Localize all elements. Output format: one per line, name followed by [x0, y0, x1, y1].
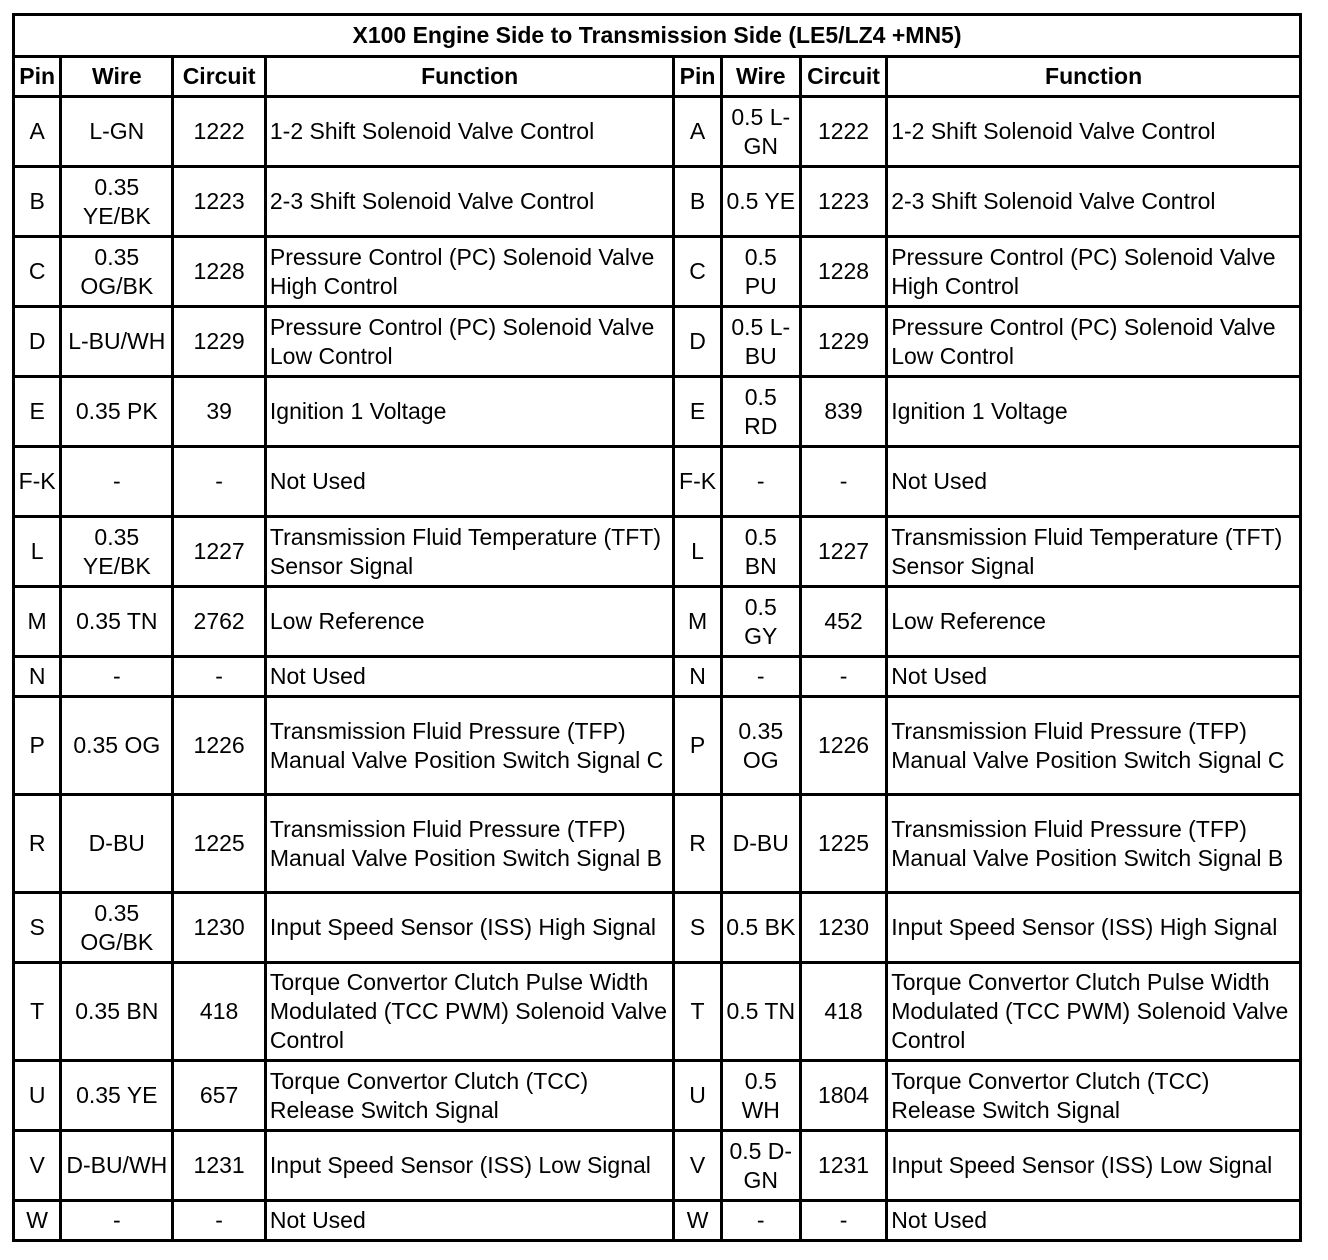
- trans-function-cell: Torque Convertor Clutch Pulse Width Modulated (TCC PWM) Solenoid Valve Control: [888, 964, 1299, 1059]
- header-row: [15, 58, 1299, 95]
- trans-pin-cell: C: [675, 238, 719, 305]
- trans-wire-cell: 0.5 GY: [723, 588, 799, 655]
- trans-function-cell: Low Reference: [888, 588, 1299, 655]
- engine-pin-cell: P: [15, 698, 59, 793]
- header-trans-function: Function: [888, 58, 1299, 95]
- trans-pin-cell: E: [675, 378, 719, 445]
- trans-function-cell: Not Used: [888, 658, 1299, 695]
- trans-wire-cell: 0.5 TN: [723, 964, 799, 1059]
- trans-function-cell: Pressure Control (PC) Solenoid Valve High Control: [888, 238, 1299, 305]
- trans-wire-cell: -: [723, 448, 799, 515]
- engine-function-cell: Not Used: [267, 448, 673, 515]
- trans-circuit-cell: 1228: [802, 238, 885, 305]
- engine-wire-cell: 0.35 YE/BK: [62, 518, 171, 585]
- trans-circuit-cell: 418: [802, 964, 885, 1059]
- engine-circuit-cell: 418: [174, 964, 264, 1059]
- engine-pin-cell: A: [15, 98, 59, 165]
- engine-circuit-cell: 1223: [174, 168, 264, 235]
- trans-circuit-cell: 1230: [802, 894, 885, 961]
- engine-wire-cell: L-GN: [62, 98, 171, 165]
- engine-function-cell: Not Used: [267, 1202, 673, 1239]
- engine-pin-cell: W: [15, 1202, 59, 1239]
- table-row: [15, 1062, 1299, 1129]
- trans-pin-cell: S: [675, 894, 719, 961]
- engine-circuit-cell: 1226: [174, 698, 264, 793]
- header-engine-circuit: Circuit: [174, 58, 264, 95]
- trans-circuit-cell: 1223: [802, 168, 885, 235]
- engine-wire-cell: L-BU/WH: [62, 308, 171, 375]
- trans-wire-cell: 0.5 PU: [723, 238, 799, 305]
- engine-function-cell: Torque Convertor Clutch Pulse Width Modulated (TCC PWM) Solenoid Valve Control: [267, 964, 673, 1059]
- trans-wire-cell: 0.5 BK: [723, 894, 799, 961]
- engine-wire-cell: D-BU/WH: [62, 1132, 171, 1199]
- engine-function-cell: Transmission Fluid Temperature (TFT) Sensor Signal: [267, 518, 673, 585]
- table-row: [15, 308, 1299, 375]
- engine-circuit-cell: -: [174, 448, 264, 515]
- engine-wire-cell: 0.35 OG/BK: [62, 894, 171, 961]
- trans-function-cell: Input Speed Sensor (ISS) Low Signal: [888, 1132, 1299, 1199]
- trans-pin-cell: M: [675, 588, 719, 655]
- engine-function-cell: Not Used: [267, 658, 673, 695]
- trans-function-cell: 2-3 Shift Solenoid Valve Control: [888, 168, 1299, 235]
- table-row: [15, 378, 1299, 445]
- trans-wire-cell: -: [723, 658, 799, 695]
- trans-pin-cell: A: [675, 98, 719, 165]
- trans-wire-cell: 0.5 RD: [723, 378, 799, 445]
- trans-circuit-cell: 1229: [802, 308, 885, 375]
- header-trans-wire: Wire: [723, 58, 799, 95]
- engine-pin-cell: F-K: [15, 448, 59, 515]
- trans-circuit-cell: 1231: [802, 1132, 885, 1199]
- header-engine-function: Function: [267, 58, 673, 95]
- engine-pin-cell: S: [15, 894, 59, 961]
- engine-wire-cell: -: [62, 448, 171, 515]
- trans-function-cell: Transmission Fluid Temperature (TFT) Sensor Signal: [888, 518, 1299, 585]
- trans-circuit-cell: -: [802, 658, 885, 695]
- trans-wire-cell: 0.5 YE: [723, 168, 799, 235]
- table-row: [15, 894, 1299, 961]
- engine-pin-cell: C: [15, 238, 59, 305]
- header-engine-pin: Pin: [15, 58, 59, 95]
- connector-table-wrapper: [12, 13, 1302, 1242]
- engine-pin-cell: T: [15, 964, 59, 1059]
- trans-function-cell: Pressure Control (PC) Solenoid Valve Low Control: [888, 308, 1299, 375]
- table-row: [15, 448, 1299, 515]
- table-row: [15, 1202, 1299, 1239]
- engine-circuit-cell: 2762: [174, 588, 264, 655]
- trans-pin-cell: U: [675, 1062, 719, 1129]
- table-row: [15, 698, 1299, 793]
- header-engine-wire: Wire: [62, 58, 171, 95]
- engine-function-cell: 2-3 Shift Solenoid Valve Control: [267, 168, 673, 235]
- trans-circuit-cell: 1804: [802, 1062, 885, 1129]
- trans-function-cell: Not Used: [888, 448, 1299, 515]
- engine-function-cell: Ignition 1 Voltage: [267, 378, 673, 445]
- trans-wire-cell: D-BU: [723, 796, 799, 891]
- trans-function-cell: Ignition 1 Voltage: [888, 378, 1299, 445]
- engine-circuit-cell: 1229: [174, 308, 264, 375]
- trans-wire-cell: 0.5 L-BU: [723, 308, 799, 375]
- engine-wire-cell: 0.35 PK: [62, 378, 171, 445]
- trans-pin-cell: T: [675, 964, 719, 1059]
- engine-wire-cell: 0.35 YE: [62, 1062, 171, 1129]
- engine-pin-cell: N: [15, 658, 59, 695]
- engine-function-cell: Transmission Fluid Pressure (TFP) Manual Valve Position Switch Signal B: [267, 796, 673, 891]
- engine-function-cell: Torque Convertor Clutch (TCC) Release Switch Signal: [267, 1062, 673, 1129]
- trans-wire-cell: 0.5 BN: [723, 518, 799, 585]
- engine-circuit-cell: 1230: [174, 894, 264, 961]
- engine-pin-cell: M: [15, 588, 59, 655]
- trans-wire-cell: 0.5 WH: [723, 1062, 799, 1129]
- trans-circuit-cell: 1226: [802, 698, 885, 793]
- trans-pin-cell: D: [675, 308, 719, 375]
- trans-function-cell: Not Used: [888, 1202, 1299, 1239]
- trans-circuit-cell: 1225: [802, 796, 885, 891]
- trans-wire-cell: 0.5 L-GN: [723, 98, 799, 165]
- engine-wire-cell: 0.35 YE/BK: [62, 168, 171, 235]
- table-row: [15, 796, 1299, 891]
- header-trans-circuit: Circuit: [802, 58, 885, 95]
- engine-circuit-cell: 1228: [174, 238, 264, 305]
- table-row: [15, 98, 1299, 165]
- engine-pin-cell: R: [15, 796, 59, 891]
- trans-pin-cell: V: [675, 1132, 719, 1199]
- trans-pin-cell: R: [675, 796, 719, 891]
- engine-wire-cell: 0.35 TN: [62, 588, 171, 655]
- engine-function-cell: Low Reference: [267, 588, 673, 655]
- trans-wire-cell: 0.5 D-GN: [723, 1132, 799, 1199]
- engine-circuit-cell: 1225: [174, 796, 264, 891]
- engine-wire-cell: 0.35 OG/BK: [62, 238, 171, 305]
- engine-wire-cell: -: [62, 1202, 171, 1239]
- table-title: X100 Engine Side to Transmission Side (LE5/LZ4 +MN5): [15, 16, 1299, 55]
- trans-wire-cell: 0.35 OG: [723, 698, 799, 793]
- engine-circuit-cell: 1222: [174, 98, 264, 165]
- table-row: [15, 964, 1299, 1059]
- engine-function-cell: Pressure Control (PC) Solenoid Valve High Control: [267, 238, 673, 305]
- engine-circuit-cell: -: [174, 658, 264, 695]
- engine-pin-cell: D: [15, 308, 59, 375]
- trans-pin-cell: N: [675, 658, 719, 695]
- trans-circuit-cell: 452: [802, 588, 885, 655]
- trans-function-cell: 1-2 Shift Solenoid Valve Control: [888, 98, 1299, 165]
- trans-function-cell: Transmission Fluid Pressure (TFP) Manual Valve Position Switch Signal B: [888, 796, 1299, 891]
- trans-circuit-cell: 1222: [802, 98, 885, 165]
- engine-pin-cell: V: [15, 1132, 59, 1199]
- trans-pin-cell: B: [675, 168, 719, 235]
- trans-pin-cell: W: [675, 1202, 719, 1239]
- trans-pin-cell: F-K: [675, 448, 719, 515]
- trans-function-cell: Input Speed Sensor (ISS) High Signal: [888, 894, 1299, 961]
- trans-function-cell: Torque Convertor Clutch (TCC) Release Switch Signal: [888, 1062, 1299, 1129]
- trans-circuit-cell: 1227: [802, 518, 885, 585]
- engine-pin-cell: E: [15, 378, 59, 445]
- engine-function-cell: Input Speed Sensor (ISS) Low Signal: [267, 1132, 673, 1199]
- engine-wire-cell: 0.35 BN: [62, 964, 171, 1059]
- trans-pin-cell: P: [675, 698, 719, 793]
- trans-function-cell: Transmission Fluid Pressure (TFP) Manual Valve Position Switch Signal C: [888, 698, 1299, 793]
- table-row: [15, 658, 1299, 695]
- table-row: [15, 518, 1299, 585]
- engine-circuit-cell: -: [174, 1202, 264, 1239]
- engine-circuit-cell: 1231: [174, 1132, 264, 1199]
- connector-pinout-table: [12, 13, 1302, 1242]
- table-row: [15, 168, 1299, 235]
- engine-circuit-cell: 1227: [174, 518, 264, 585]
- engine-wire-cell: 0.35 OG: [62, 698, 171, 793]
- engine-function-cell: Input Speed Sensor (ISS) High Signal: [267, 894, 673, 961]
- engine-pin-cell: B: [15, 168, 59, 235]
- trans-circuit-cell: -: [802, 1202, 885, 1239]
- engine-wire-cell: -: [62, 658, 171, 695]
- engine-pin-cell: L: [15, 518, 59, 585]
- trans-circuit-cell: 839: [802, 378, 885, 445]
- engine-function-cell: 1-2 Shift Solenoid Valve Control: [267, 98, 673, 165]
- table-row: [15, 588, 1299, 655]
- trans-pin-cell: L: [675, 518, 719, 585]
- engine-circuit-cell: 39: [174, 378, 264, 445]
- table-row: [15, 238, 1299, 305]
- engine-pin-cell: U: [15, 1062, 59, 1129]
- engine-function-cell: Transmission Fluid Pressure (TFP) Manual Valve Position Switch Signal C: [267, 698, 673, 793]
- engine-circuit-cell: 657: [174, 1062, 264, 1129]
- header-trans-pin: Pin: [675, 58, 719, 95]
- trans-circuit-cell: -: [802, 448, 885, 515]
- table-row: [15, 1132, 1299, 1199]
- engine-wire-cell: D-BU: [62, 796, 171, 891]
- trans-wire-cell: -: [723, 1202, 799, 1239]
- engine-function-cell: Pressure Control (PC) Solenoid Valve Low Control: [267, 308, 673, 375]
